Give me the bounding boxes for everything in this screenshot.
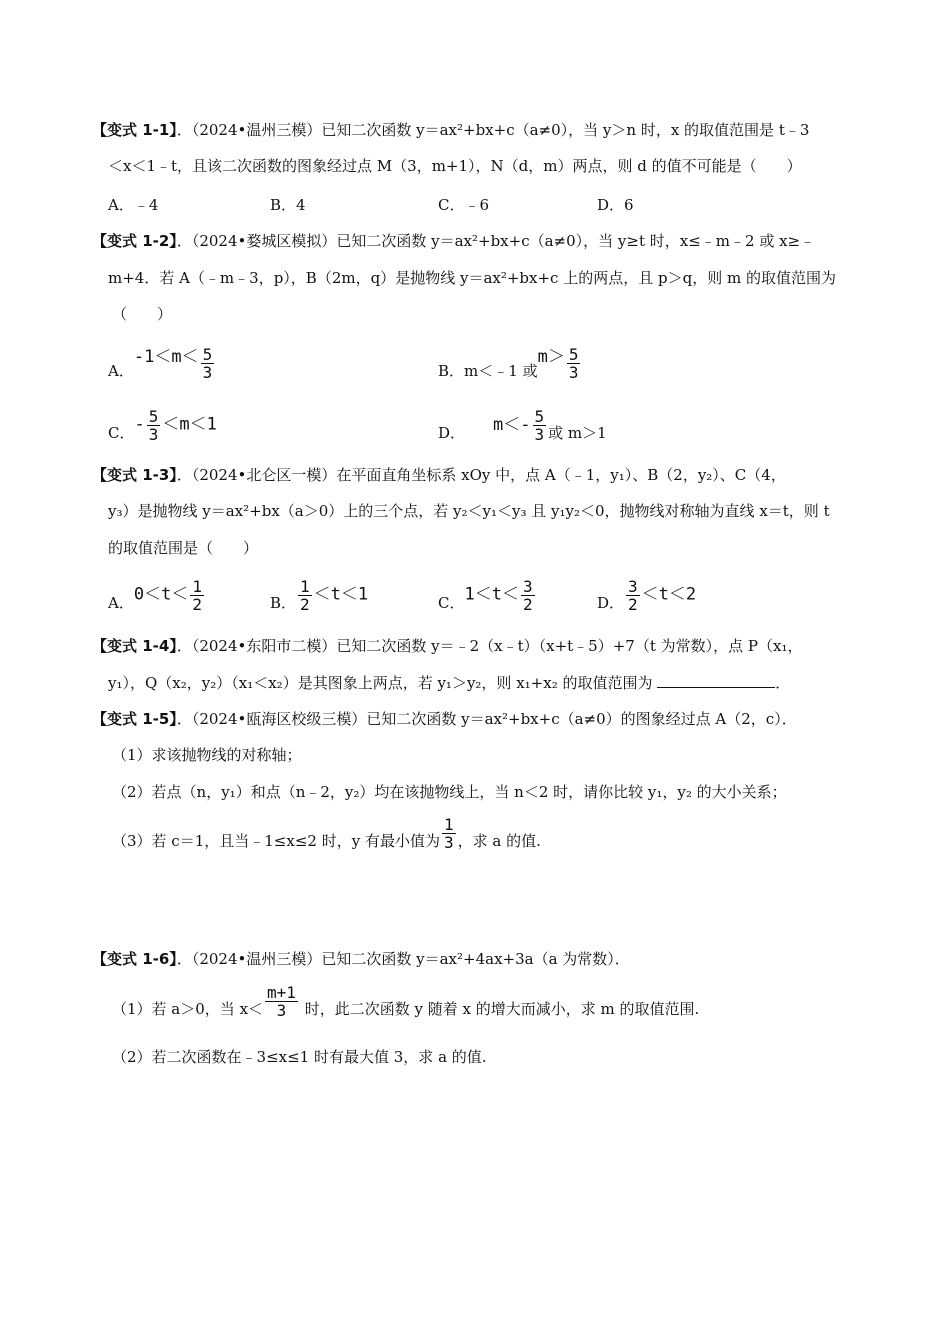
problem-1-5-part-3 xyxy=(112,816,541,851)
option-text: 1＜t＜ xyxy=(464,584,519,605)
option-text-2: ＜m＜1 xyxy=(162,414,217,435)
option-label: C． xyxy=(108,424,135,442)
fraction-denominator: 3 xyxy=(534,425,545,444)
problem-1-1-text-1: ．（2024•温州三模）已知二次函数 y＝ax²+bx+c（a≠0），当 y＞n 时，x 的取值范围是 t﹣3 xyxy=(176,121,810,139)
answer-blank[interactable] xyxy=(657,673,775,688)
problem-1-2-option-a xyxy=(108,338,216,381)
problem-1-2-line-2: m+4．若 A（﹣m﹣3，p），B（2m，q）是抛物线 y＝ax²+bx+c 上的两点，且 p＞q，则 m 的取值范围为 xyxy=(108,269,836,287)
fraction-denominator: 3 xyxy=(568,363,579,382)
fraction-numerator: 5 xyxy=(568,345,579,364)
problem-1-6-tag: 【变式 1-6】 xyxy=(92,950,177,968)
problem-1-3-option-a xyxy=(108,570,206,613)
problem-1-4-text-end: ． xyxy=(775,674,791,692)
option-text: m＜﹣1 或 xyxy=(464,362,538,380)
option-text: m＜- xyxy=(493,414,531,435)
problem-1-4-text-2: y₁），Q（x₂，y₂）（x₁＜x₂）是其图象上两点，若 y₁＞y₂，则 x₁+x₂ 的取值范围为 xyxy=(108,674,653,692)
option-text: 0＜t＜ xyxy=(133,584,189,605)
fraction-numerator: 1 xyxy=(300,577,310,596)
fraction xyxy=(533,408,547,443)
problem-1-3-tag: 【变式 1-3】 xyxy=(92,466,177,484)
fraction-numerator: m+1 xyxy=(267,983,296,1002)
fraction-denominator: 2 xyxy=(300,595,310,614)
problem-1-4-line-2 xyxy=(108,673,790,693)
option-text: -1＜m＜ xyxy=(133,347,199,367)
option-text-2: 或 m＞1 xyxy=(548,424,607,442)
problem-1-3-line-3: 的取值范围是（ ） xyxy=(108,539,259,557)
fraction-numerator: 1 xyxy=(192,577,202,596)
problem-1-2-option-d xyxy=(438,398,607,443)
option-text: - xyxy=(134,414,145,435)
problem-1-1-line-2: ＜x＜1﹣t，且该二次函数的图象经过点 M（3，m+1），N（d，m）两点，则 d 的值不可能是（ ） xyxy=(108,157,802,175)
problem-1-2-text-1: ．（2024•婺城区模拟）已知二次函数 y＝ax²+bx+c（a≠0），当 y≥t 时，x≤﹣m﹣2 或 x≥﹣ xyxy=(176,232,816,250)
fraction xyxy=(521,578,535,613)
option-label: C． xyxy=(438,594,465,612)
problem-1-3-option-d xyxy=(597,570,696,613)
fraction-denominator: 3 xyxy=(148,425,159,444)
fraction-denominator: 3 xyxy=(276,1001,287,1020)
fraction-numerator: 5 xyxy=(202,345,213,364)
problem-1-6-part-1 xyxy=(112,984,699,1019)
fraction-denominator: 3 xyxy=(443,833,454,852)
fraction-denominator: 3 xyxy=(202,363,213,382)
option-text: ＜t＜2 xyxy=(641,584,697,605)
problem-1-3-line-1 xyxy=(92,465,786,485)
fraction xyxy=(147,408,161,443)
part-3-text: （3）若 c＝1，且当﹣1≤x≤2 时，y 有最小值为 xyxy=(112,832,440,850)
option-label: D． xyxy=(438,424,466,442)
fraction-numerator: 3 xyxy=(628,577,638,596)
problem-1-6-line-1 xyxy=(92,949,630,969)
problem-1-1-option-a: A．﹣4 xyxy=(108,196,159,214)
option-label: A． xyxy=(108,594,134,612)
problem-1-1-line-1 xyxy=(92,120,809,140)
problem-1-2-option-b xyxy=(438,338,582,381)
problem-1-2-line-1 xyxy=(92,231,815,251)
fraction-numerator: 5 xyxy=(148,407,159,426)
part-1-text-end: 时，此二次函数 y 随着 x 的增大而减小，求 m 的取值范围. xyxy=(304,1000,700,1018)
part-3-text-end: ，求 a 的值. xyxy=(457,832,541,850)
problem-1-3-option-b xyxy=(270,570,368,613)
problem-1-6-part-2: （2）若二次函数在﹣3≤x≤1 时有最大值 3，求 a 的值. xyxy=(112,1048,487,1066)
fraction xyxy=(201,346,215,381)
fraction-denominator: 2 xyxy=(192,595,202,614)
problem-1-4-text-1: ．（2024•东阳市二模）已知二次函数 y＝﹣2（x﹣t）（x+t﹣5）+7（t 为常数），点 P（x₁， xyxy=(176,637,803,655)
option-label: B． xyxy=(438,362,465,380)
problem-1-5-tag: 【变式 1-5】 xyxy=(92,710,177,728)
problem-1-2-tag: 【变式 1-2】 xyxy=(92,232,177,250)
option-label: D． xyxy=(597,594,625,612)
option-text: ＜t＜1 xyxy=(313,584,369,605)
fraction-denominator: 2 xyxy=(628,595,638,614)
fraction-numerator: 1 xyxy=(443,815,454,834)
problem-1-4-tag: 【变式 1-4】 xyxy=(92,637,177,655)
problem-1-1-option-c: C．﹣6 xyxy=(438,196,490,214)
problem-1-3-text-1: ．（2024•北仑区一模）在平面直角坐标系 xOy 中，点 A（﹣1，y₁）、B（2，y₂）、C（4， xyxy=(176,466,786,484)
fraction xyxy=(265,984,298,1019)
problem-1-5-part-1: （1）求该抛物线的对称轴； xyxy=(112,746,302,764)
problem-1-6-text-1: ．（2024•温州三模）已知二次函数 y＝ax²+4ax+3a（a 为常数）． xyxy=(176,950,630,968)
fraction-denominator: 2 xyxy=(522,595,533,614)
problem-1-5-line-1 xyxy=(92,709,797,729)
problem-1-5-part-2: （2）若点（n，y₁）和点（n﹣2，y₂）均在该抛物线上，当 n＜2 时，请你比较 y₁，y₂ 的大小关系； xyxy=(112,783,787,801)
part-1-text: （1）若 a＞0，当 x＜ xyxy=(112,1000,264,1018)
problem-1-1-tag: 【变式 1-1】 xyxy=(92,121,177,139)
problem-1-4-line-1 xyxy=(92,636,802,656)
fraction xyxy=(442,816,456,851)
problem-1-1-option-b: B．4 xyxy=(270,196,306,214)
problem-1-3-option-c xyxy=(438,570,537,613)
fraction-numerator: 5 xyxy=(534,407,545,426)
problem-1-2-option-c xyxy=(108,398,217,443)
problem-1-2-line-3: （ ） xyxy=(112,305,173,323)
fraction xyxy=(626,578,640,613)
option-label: B． xyxy=(270,594,297,612)
fraction xyxy=(190,578,204,613)
option-text-2: m＞ xyxy=(537,347,565,367)
fraction xyxy=(567,346,581,381)
fraction xyxy=(298,578,312,613)
problem-1-1-option-d: D．6 xyxy=(597,196,634,214)
fraction-numerator: 3 xyxy=(522,577,533,596)
problem-1-3-line-2: y₃）是抛物线 y＝ax²+bx（a＞0）上的三个点，若 y₂＜y₁＜y₃ 且 y₁y₂＜0，抛物线对称轴为直线 x＝t，则 t xyxy=(108,502,830,520)
problem-1-5-text-1: ．（2024•瓯海区校级三模）已知二次函数 y＝ax²+bx+c（a≠0）的图象经过点 A（2，c）． xyxy=(176,710,797,728)
option-label: A． xyxy=(108,362,134,380)
